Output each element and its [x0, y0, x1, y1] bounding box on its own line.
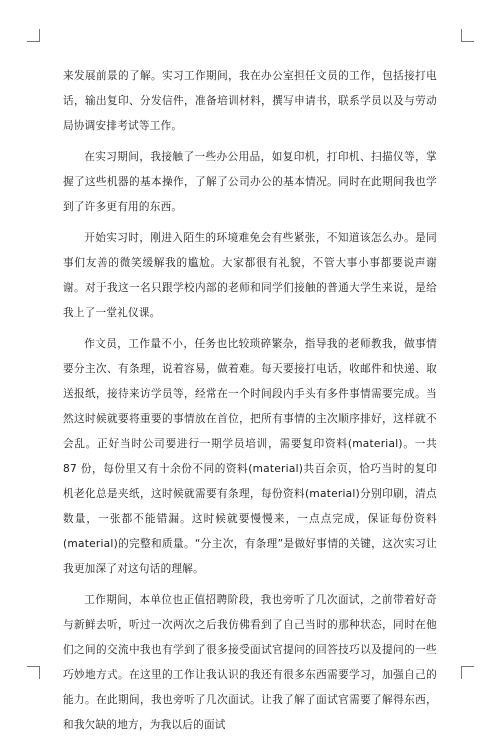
crop-mark-bottom-right: [461, 666, 474, 679]
crop-mark-bottom-left: [27, 666, 40, 679]
paragraph-clerk-work: 作文员，工作量不小，任务也比较琐碎繁杂，指导我的老师教我，做事情要分主次、有条理，说着容易，做着难。每天要接打电话，收邮件和快递、取送报纸，接待来访学员等，经常在一个时间段内手头有多件事情需要完成。当然这时候就要将重要的事情放在首位，把所有事情的主次顺序排好，这样就不会乱。正好当时公司要进行一期学员培训，需要复印资料(material)。一共 87 份，每份里又有十余份不同的资料(material)共百余页，恰巧当时的复印机老化总是夹纸，这时候就需要有条理，每份资料(material)分别印刷，清点数量，一张都不能错漏。这时候就要慢慢来，一点点完成，保证每份资料(material)的完整和质量。“分主次，有条理”是做好事情的关键，这次实习让我更加深了对这句话的理解。: [63, 338, 437, 575]
paragraph-continuation: 来发展前景的了解。实习工作期间，我在办公室担任文员的工作，包括接打电话，输出复印、分发信件，准备培训材料，撰写申请书，联系学员以及与劳动局协调安排考试等工作。: [63, 70, 437, 132]
crop-mark-top-right: [461, 29, 474, 42]
paragraph-office-equipment: 在实习期间，我接触了一些办公用品，如复印机，打印机、扫描仪等，掌握了这些机器的基本操作，了解了公司办公的基本情况。同时在此期间我也学到了许多更有用的东西。: [63, 151, 437, 213]
crop-mark-top-left: [27, 29, 40, 42]
document-body: [63, 64, 437, 744]
paragraph-start-internship: 开始实习时，刚进入陌生的环境难免会有些紧张，不知道该怎么办。是同事们友善的微笑缓解我的尴尬。大家都很有礼貌，不管大事小事都要说声谢谢。对于我这一名只跟学校内部的老师和同学们接触的普通大学生来说，是给我上了一堂礼仪课。: [63, 232, 437, 319]
paragraph-interviews: 工作期间，本单位也正值招聘阶段，我也旁听了几次面试，之前带着好奇与新鲜去听，听过一次两次之后我仿佛看到了自己当时的那种状态，同时在他们之间的交流中我也有学到了很多接受面试官提问的回答技巧以及提问的一些巧妙地方式。在这里的工作让我认识的我还有很多东西需要学习，加强自己的能力。在此期间，我也旁听了几次面试。让我了解了面试官需要了解得东西，和我欠缺的地方，为我以后的面试: [63, 594, 437, 731]
